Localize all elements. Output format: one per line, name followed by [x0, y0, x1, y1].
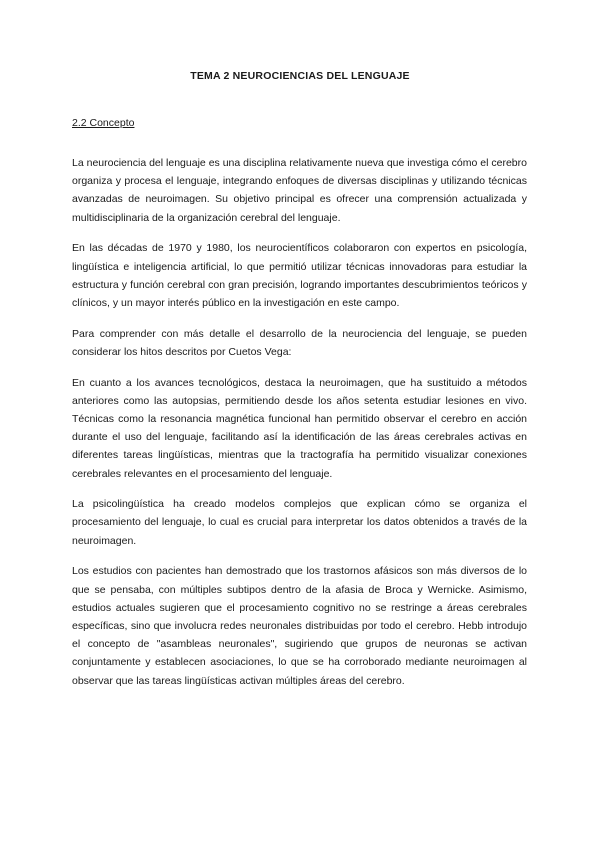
paragraph-history: En las décadas de 1970 y 1980, los neurocientíficos colaboraron con expertos en psicología, lingüística e inteligencia artificial, lo que permitió utilizar técnicas innovadoras para estudiar la estructura y función cerebral con gran precisión, logrando importantes descubrimientos teóricos y clínicos, y un mayor interés público en la investigación en este campo. [72, 242, 527, 309]
paragraph-psycholinguistics: La psicolingüística ha creado modelos complejos que explican cómo se organiza el procesamiento del lenguaje, lo cual es crucial para interpretar los datos obtenidos a través de la neuroimagen. [72, 498, 527, 547]
paragraph-technology: En cuanto a los avances tecnológicos, destaca la neuroimagen, que ha sustituido a métodos anteriores como las autopsias, permitiendo desde los años setenta estudiar lesiones en vivo. Técnicas como la resonancia magnética funcional han permitido observar el cerebro en acción durante el uso del lenguaje, facilitando así la identificación de las áreas cerebrales activas en diferentes tareas lingüísticas, mientras que la tractografía ha permitido visualizar conexiones cerebrales relevantes en el procesamiento del lenguaje. [72, 376, 527, 480]
paragraph-intro: La neurociencia del lenguaje es una disciplina relativamente nueva que investiga cómo el cerebro organiza y procesa el lenguaje, integrando enfoques de diversas disciplinas y utilizando técnicas avanzadas de neuroimagen. Su objetivo principal es ofrecer una comprensión actualizada y multidisciplinaria de la organización cerebral del lenguaje. [72, 157, 527, 224]
page-title: TEMA 2 NEUROCIENCIAS DEL LENGUAJE [190, 70, 410, 82]
body-text [72, 154, 527, 702]
section-heading: 2.2 Concepto [72, 117, 135, 129]
paragraph-milestones: Para comprender con más detalle el desarrollo de la neurociencia del lenguaje, se pueden considerar los hitos descritos por Cuetos Vega: [72, 327, 527, 358]
paragraph-patient-studies: Los estudios con pacientes han demostrado que los trastornos afásicos son más diversos de lo que se pensaba, con múltiples subtipos dentro de la afasia de Broca y Wernicke. Asimismo, estudios actuales sugieren que el procesamiento cognitivo no se restringe a áreas cerebrales específicas, sino que involucra redes neuronales distribuidas por todo el cerebro. Hebb introdujo el concepto de "asambleas neuronales", sugiriendo que grupos de neuronas se activan conjuntamente y establecen asociaciones, lo que se ha corroborado mediante neuroimagen al observar que las tareas lingüísticas activan múltiples áreas del cerebro. [72, 565, 527, 687]
